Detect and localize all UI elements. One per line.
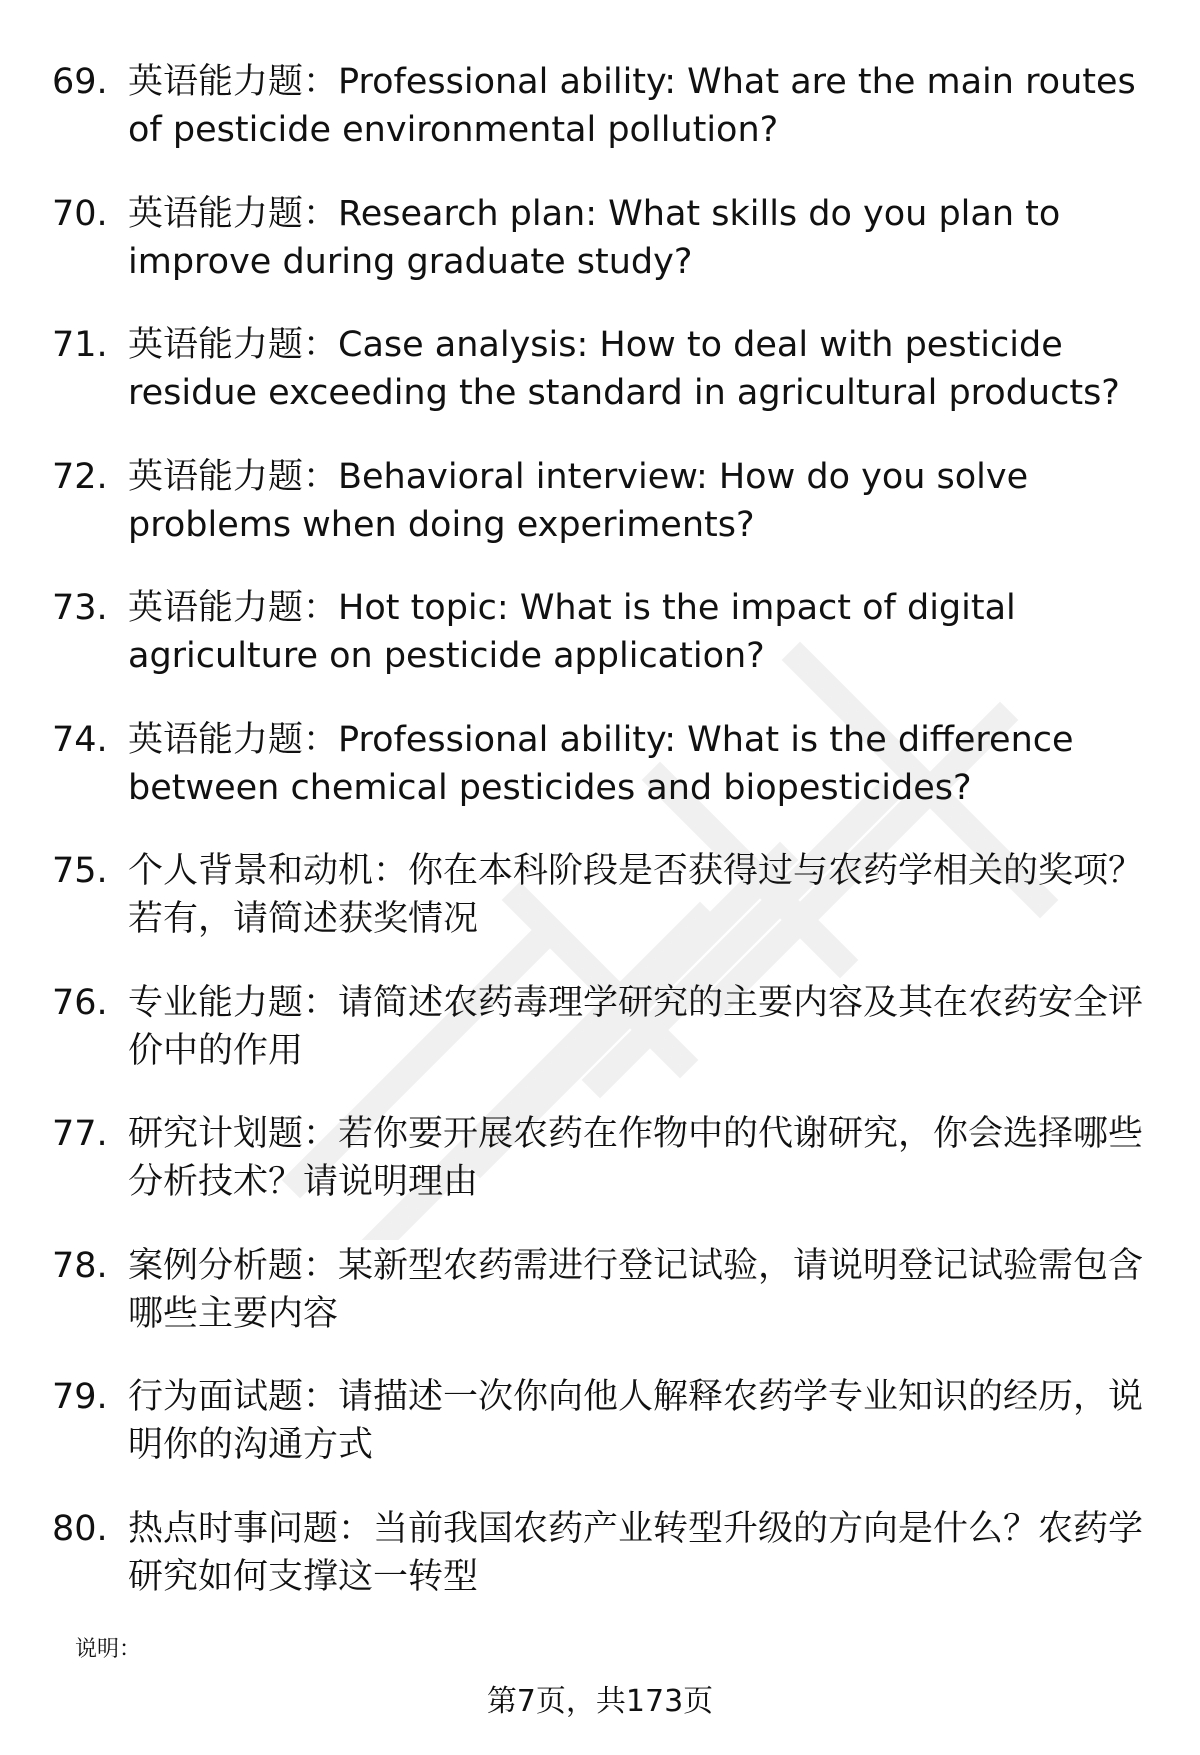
question-text: 英语能力题：Research plan: What skills do you plan to improve during graduate study? <box>128 193 1061 282</box>
question-text: 英语能力题：Case analysis: How to deal with pesticide residue exceeding the standard in agricultural products? <box>128 325 1120 413</box>
question-number: 76. <box>52 982 108 1023</box>
question-number: 77. <box>52 1114 108 1154</box>
question-number: 79. <box>52 1377 108 1417</box>
question-number: 73. <box>52 588 108 628</box>
question-number: 80. <box>52 1508 108 1549</box>
question-text: 英语能力题：Professional ability: What are the main routes of pesticide environmental pollution? <box>128 62 1136 150</box>
question-number: 74. <box>52 719 108 760</box>
question-text: 英语能力题：Hot topic: What is the impact of digital agriculture on pesticide application? <box>128 588 1016 676</box>
question-item <box>52 1242 1152 1338</box>
note-label: 说明： <box>75 1637 142 1662</box>
question-text: 行为面试题：请描述一次你向他人解释农药学专业知识的经历，说明你的沟通方式 <box>128 1377 1144 1465</box>
question-item <box>52 979 1152 1075</box>
question-item <box>52 1505 1152 1601</box>
question-item <box>52 1110 1152 1206</box>
question-text: 英语能力题：Behavioral interview: How do you solve problems when doing experiments? <box>128 456 1029 545</box>
question-number: 71. <box>52 325 108 365</box>
question-text: 案例分析题：某新型农药需进行登记试验，请说明登记试验需包含哪些主要内容 <box>128 1245 1144 1334</box>
question-item <box>52 321 1152 417</box>
question-item <box>52 190 1152 286</box>
question-item <box>52 716 1152 812</box>
question-number: 72. <box>52 456 108 497</box>
question-number: 78. <box>52 1245 108 1286</box>
question-number: 69. <box>52 62 108 102</box>
question-text: 英语能力题：Professional ability: What is the difference between chemical pesticides and biopesticides? <box>128 719 1074 808</box>
question-list <box>52 58 1152 1636</box>
question-number: 70. <box>52 193 108 234</box>
question-number: 75. <box>52 851 108 891</box>
question-text: 热点时事问题：当前我国农药产业转型升级的方向是什么？农药学研究如何支撑这一转型 <box>128 1508 1144 1597</box>
question-item <box>52 453 1152 549</box>
question-text: 研究计划题：若你要开展农药在作物中的代谢研究，你会选择哪些分析技术？请说明理由 <box>128 1114 1144 1202</box>
question-text: 专业能力题：请简述农药毒理学研究的主要内容及其在农药安全评价中的作用 <box>128 982 1144 1071</box>
question-text: 个人背景和动机：你在本科阶段是否获得过与农药学相关的奖项？若有，请简述获奖情况 <box>128 851 1144 939</box>
question-item <box>52 584 1152 680</box>
question-item <box>52 58 1152 154</box>
question-item <box>52 847 1152 943</box>
page-footer: 第7页，共173页 <box>486 1684 714 1719</box>
question-item <box>52 1373 1152 1469</box>
